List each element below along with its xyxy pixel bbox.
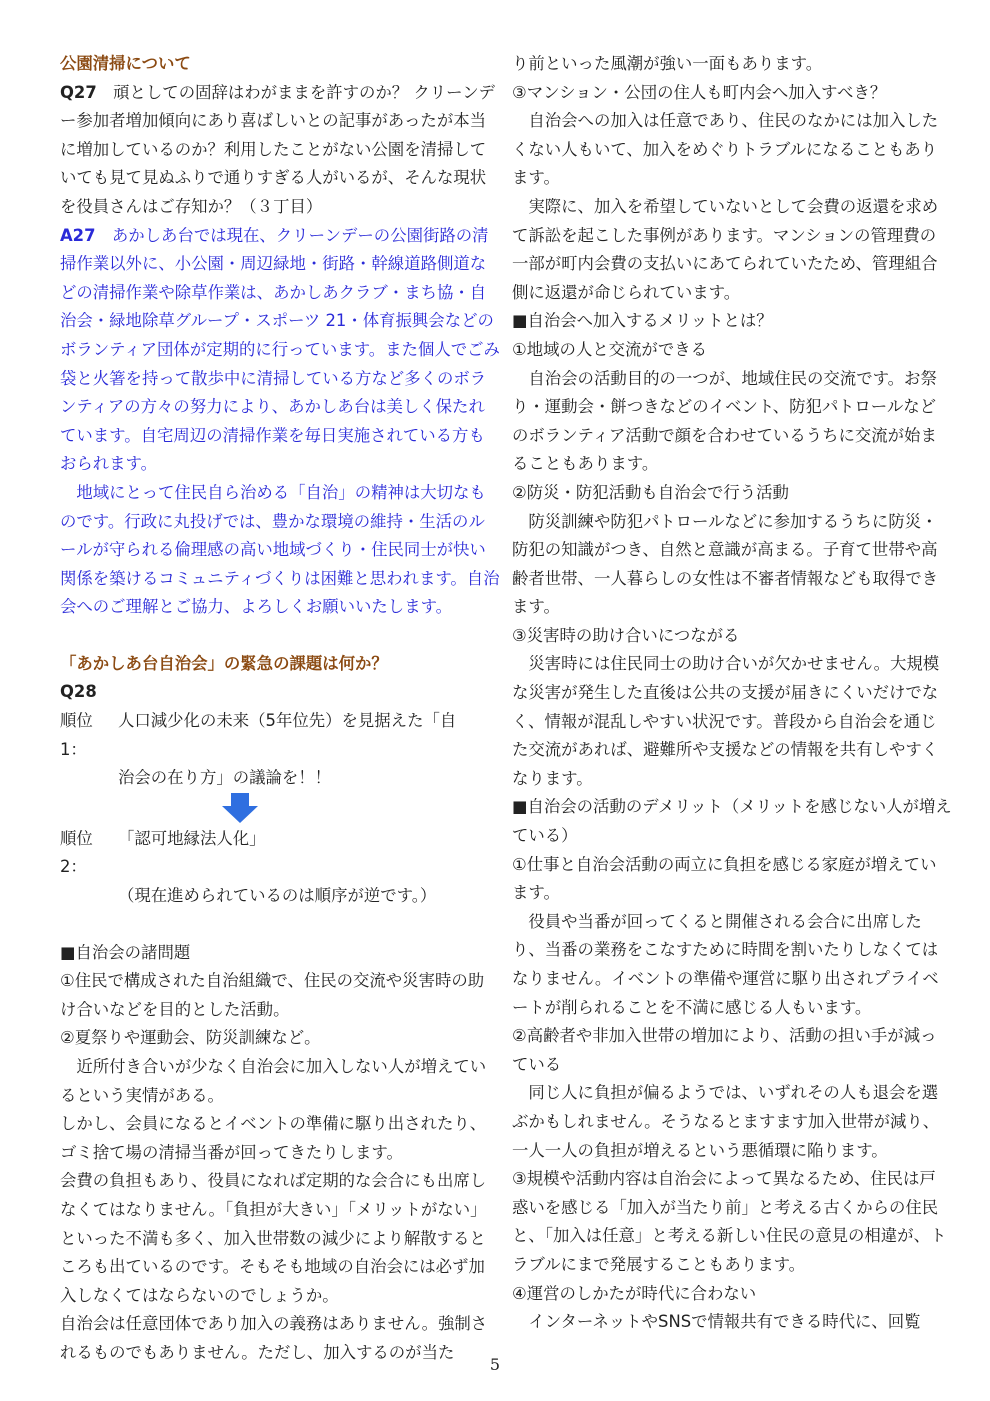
rank-2-text: 「認可地縁法人化」 [118, 828, 266, 848]
issues-heading: ■自治会の諸問題 [60, 942, 191, 962]
section-heading-urgent-issues: 「あかしあ台自治会」の緊急の課題は何か？ [60, 653, 388, 673]
merit-1-text: 自治会の活動目的の一つが、地域住民の交流です。お祭り・運動会・餅つきなどのイベント、防犯パトロールなどのボランティア活動で顔を合わせているうちに交流が始まることもあります。 [512, 368, 937, 474]
demerit-1: ①仕事と自治会活動の両立に負担を感じる家庭が増えています。 [512, 854, 937, 903]
a27-text: あかしあ台では現在、クリーンデーの公園街路の清掃作業以外に、小公園・周辺緑地・街路・幹線道路側道などの清掃作業や除草作業は、あかしあクラブ・まち協・自治会・緑地除草グループ・スポーツ 21・体育振興会などのボランティア団体が定期的に行っています。また個人でごみ袋と火箸を持って散歩中に清掃している方など多くのボランティアの方々の努力により、あかしあ台は美しく保たれています。自宅周辺の清掃作業を毎日実施されている方もおられます。 [60, 225, 500, 474]
answer-27-paragraph-2: 地域にとって住民自ら治める「自治」の精神は大切なものです。行政に丸投げでは、豊かな環境の維持・生活のルールが守られる倫理感の高い地域づくり・住民同士が快い関係を築けるコミュニティづくりは困難と思われます。自治会へのご理解とご協力、よろしくお願いいたします。 [60, 482, 500, 617]
down-arrow-icon [220, 793, 260, 823]
merit-3-text: 災害時には住民同士の助け合いが欠かせません。大規模な災害が発生した直後は公共の支援が届きにくいだけでなく、情報が混乱しやすい状況です。普段から自治会を通じた交流があれば、避難所や支援などの情報を共有しやすくなります。 [512, 654, 940, 788]
issues-paragraph-2: しかし、会員になるとイベントの準備に駆り出されたり、ゴミ捨て場の清掃当番が回ってきたりします。 [60, 1114, 487, 1162]
question-27 [60, 79, 500, 222]
answer-27 [60, 222, 500, 479]
issue-2: ②夏祭りや運動会、防災訓練など。 [60, 1028, 321, 1048]
demerit-2-text: 同じ人に負担が偏るようでは、いずれその人も退会を選ぶかもしれません。そうなるとますます加入世帯が減り、一人一人の負担が増えるという悪循環に陥ります。 [512, 1083, 940, 1160]
a27-label: A27 [60, 225, 96, 245]
q27-label: Q27 [60, 82, 97, 102]
q27-text: 頑としての固辞はわがままを許すのか？ クリーンデー参加者増加傾向にあり喜ばしいとの記事があったが本当に増加しているのか？利用したことがない公園を清掃していても見て見ぬふりで通りすぎる人がいるが、そんな現状を役員さんはご存知か？（３丁目） [60, 82, 496, 216]
rank-1-continuation: 治会の在り方」の議論を！！ [118, 768, 332, 788]
q28-label: Q28 [60, 682, 97, 702]
right-column [512, 50, 952, 1337]
left-column [60, 50, 500, 1368]
demerit-4-text: インターネットやSNSで情報共有できる時代に、回覧 [528, 1312, 921, 1332]
rank-1-label: 順位1： [60, 711, 93, 759]
issues-paragraph-3: 会費の負担もあり、役員になれば定期的な会合にも出席しなくてはなりません。「負担が大きい」「メリットがない」といった不満も多く、加入世帯数の減少により解散するところも出ているのです。そもそも地域の自治会には必ず加入しなくてはならないのでしょうか。 [60, 1171, 487, 1305]
demerit-1-text: 役員や当番が回ってくると開催される会合に出席したり、当番の業務をこなすために時間を割いたりしなくてはなりません。イベントの準備や運営に駆り出されプライベートが削られることを不満に感じる人もいます。 [512, 911, 939, 1017]
down-arrow [60, 793, 500, 825]
issues-paragraph-1: 近所付き合いが少なく自治会に加入しない人が増えているという実情がある。 [60, 1057, 487, 1105]
demerit-2: ②高齢者や非加入世帯の増加により、活動の担い手が減っている [512, 1026, 937, 1074]
merit-2-text: 防災訓練や防犯パトロールなどに参加するうちに防災・防犯の知識がつき、自然と意識が高まる。子育て世帯や高齢者世帯、一人暮らしの女性は不審者情報なども取得できます。 [512, 511, 939, 617]
section-heading-park-cleaning: 公園清掃について [60, 54, 191, 73]
rank-2 [60, 825, 500, 882]
paragraph-voluntary: 自治会への加入は任意であり、住民のなかには加入したくない人もいて、加入をめぐりトラブルになることもあります。 [512, 111, 939, 188]
merit-2: ②防災・防犯活動も自治会で行う活動 [512, 482, 789, 502]
continuation-line: り前といった風潮が強い一面もあります。 [512, 54, 823, 73]
demerit-heading: ■自治会の活動のデメリット（メリットを感じない人が増えている） [512, 797, 952, 846]
rank-1-text: 人口減少化の未来（5年位先）を見据えた「自 [118, 711, 457, 731]
issues-paragraph-4: 自治会は任意団体であり加入の義務はありません。強制されるものでもありません。ただし、加入するのが当た [60, 1314, 488, 1362]
item-3-mansion: ③マンション・公団の住人も町内会へ加入すべき？ [512, 82, 887, 102]
rank-2-label: 順位2： [60, 828, 93, 877]
merit-1: ①地域の人と交流ができる [512, 339, 707, 359]
merit-3: ③災害時の助け合いにつながる [512, 625, 740, 645]
paragraph-lawsuit: 実際に、加入を希望していないとして会費の返還を求めて訴訟を起こした事例があります。マンションの管理費の一部が町内会費の支払いにあてられていたため、管理組合側に返還が命じられています。 [512, 196, 939, 302]
merit-heading: ■自治会へ加入するメリットとは？ [512, 311, 773, 331]
rank-1 [60, 707, 500, 764]
page-number: 5 [489, 1355, 501, 1374]
rank-2-note: （現在進められているのは順序が逆です。） [118, 886, 437, 906]
issue-1: ①住民で構成された自治組織で、住民の交流や災害時の助け合いなどを目的とした活動。 [60, 971, 485, 1019]
demerit-3: ③規模や活動内容は自治会によって異なるため、住民は戸惑いを感じる「加入が当たり前」と考える古くからの住民と、「加入は任意」と考える新しい住民の意見の相違が、トラブルにまで発展することもあります。 [512, 1169, 947, 1274]
demerit-4: ④運営のしかたが時代に合わない [512, 1283, 757, 1303]
